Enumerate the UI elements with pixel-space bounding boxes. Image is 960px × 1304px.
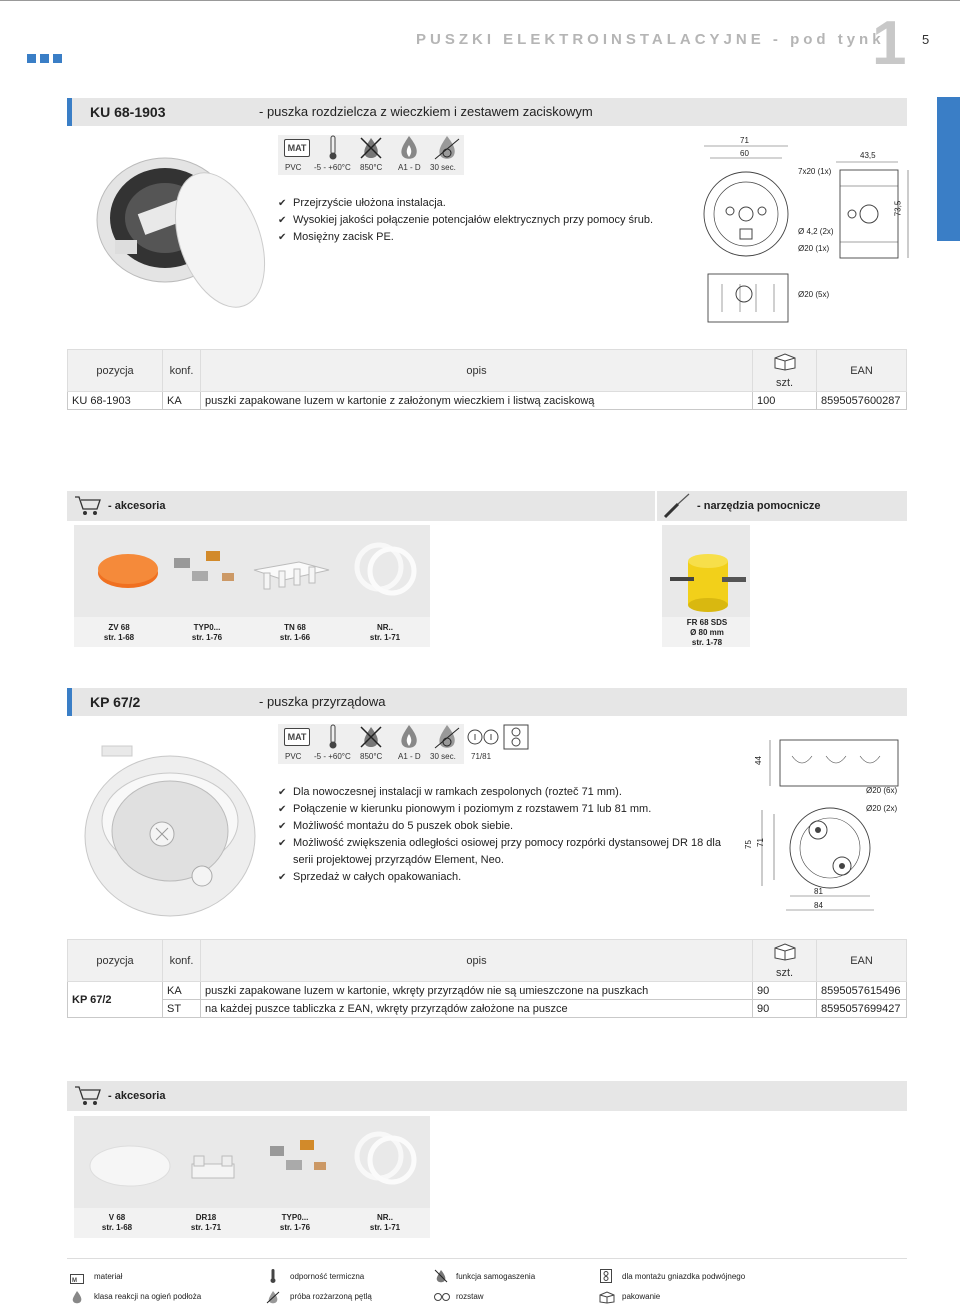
svg-text:M: M — [72, 1278, 77, 1284]
dim-71: 71 — [755, 838, 765, 847]
feature-item: ✔ Mosiężny zacisk PE. — [278, 229, 698, 246]
table-row — [68, 1000, 907, 1018]
feature-list — [278, 784, 728, 886]
dim-75: 75 — [743, 840, 753, 849]
ordering-table — [67, 349, 907, 410]
cell-description: puszki zapakowane luzem w kartonie, wkręty przyrządów nie są umieszczone na puszkach — [201, 982, 753, 1000]
cell-ean: 8595057600287 — [817, 392, 907, 410]
technical-drawing — [740, 730, 910, 915]
technical-drawing — [700, 134, 920, 329]
col-qty: szt. — [753, 376, 817, 392]
hole-4-2: Ø 4,2 (2x) — [798, 227, 834, 236]
cell-qty: 90 — [753, 1000, 817, 1018]
page-title: PUSZKI ELEKTROINSTALACYJNE - pod tynk — [416, 31, 885, 48]
cell-config: ST — [163, 1000, 201, 1018]
accessories-photo — [74, 1116, 430, 1208]
accessory-name: TYP0... — [281, 1213, 309, 1222]
accessory-item[interactable] — [181, 1213, 231, 1233]
product-photo — [95, 150, 270, 320]
cell-ean: 8595057699427 — [817, 1000, 907, 1018]
hole-20-6: Ø20 (6x) — [866, 786, 898, 795]
flame-crossed-icon — [354, 724, 388, 750]
col-description: opis — [201, 350, 753, 392]
accessory-ref: str. 1-71 — [369, 633, 401, 642]
tools-title: - narzędzia pomocnicze — [697, 500, 821, 512]
accessory-item[interactable] — [270, 623, 320, 643]
feature-item: ✔ Połączenie w kierunku pionowym i poziomym z rozstawem 71 lub 81 mm. — [278, 801, 728, 818]
cell-position: KP 67/2 — [68, 982, 163, 1018]
dim-81: 81 — [814, 887, 823, 896]
prop-material: PVC — [285, 752, 302, 761]
tool-item[interactable] — [672, 618, 742, 648]
hole-20-2: Ø20 (2x) — [866, 804, 898, 813]
cart-icon — [74, 1084, 102, 1111]
feature-item: ✔ Przejrzyście ułożona instalacja. — [278, 195, 698, 212]
prop-self-extinguish: 30 sec. — [430, 752, 456, 761]
legend-material: materiał — [94, 1272, 123, 1281]
glow-wire-icon — [430, 724, 464, 750]
accessory-item[interactable] — [182, 623, 232, 643]
box-icon — [753, 350, 817, 376]
accessory-name: NR.. — [377, 1213, 393, 1222]
prop-spacing: 71/81 — [471, 752, 492, 761]
accessory-name: DR18 — [195, 1213, 217, 1222]
product-description: - puszka rozdzielcza z wieczkiem i zestawem zaciskowym — [259, 104, 593, 119]
thermometer-icon — [316, 135, 350, 161]
legend-spacing: rozstaw — [456, 1292, 484, 1301]
table-header — [68, 350, 907, 376]
chapter-tab[interactable] — [937, 97, 960, 241]
glow-wire-icon — [266, 1290, 280, 1302]
cell-qty: 90 — [753, 982, 817, 1000]
prop-glow-wire: 850°C — [360, 163, 383, 172]
flame-icon — [392, 724, 426, 750]
product-code: KU 68-1903 — [90, 104, 166, 120]
thermometer-icon — [316, 724, 350, 750]
cell-description: puszki zapakowane luzem w kartonie z założonym wieczkiem i listwą zaciskową — [201, 392, 753, 410]
legend-thermal: odporność termiczna — [290, 1272, 365, 1281]
double-socket-icon — [600, 1269, 614, 1281]
accessories-bar — [67, 1081, 907, 1111]
ordering-table — [67, 939, 907, 1018]
accessory-item[interactable] — [360, 1213, 410, 1233]
accessory-ref: str. 1-68 — [103, 633, 135, 642]
accessory-ref: str. 1-68 — [101, 1223, 133, 1232]
accessory-name: TYP0... — [193, 623, 221, 632]
table-row — [68, 392, 907, 410]
feature-item: ✔ Wysokiej jakości połączenie potencjałów elektrycznych przy pomocy śrub. — [278, 212, 698, 229]
cell-config: KA — [163, 982, 201, 1000]
dim-43-5: 43,5 — [860, 151, 876, 160]
table-row — [68, 982, 907, 1000]
col-position: pozycja — [68, 350, 163, 392]
legend-packaging: pakowanie — [622, 1292, 661, 1301]
spacing-icon — [466, 724, 500, 750]
col-qty: szt. — [753, 965, 817, 982]
screwdriver-icon — [662, 492, 692, 525]
page-number: 5 — [922, 32, 930, 47]
box-icon — [599, 1290, 613, 1302]
col-description: opis — [201, 940, 753, 982]
cell-config: KA — [163, 392, 201, 410]
col-position: pozycja — [68, 940, 163, 982]
legend-reaction-class: klasa reakcji na ogień podłoża — [94, 1292, 202, 1301]
accessory-name: TN 68 — [284, 623, 306, 632]
accent-stripe — [67, 688, 72, 716]
cell-description: na każdej puszce tabliczka z EAN, wkręty przyrządów założone na puszce — [201, 1000, 753, 1018]
tool-ref: str. 1-78 — [691, 638, 723, 647]
dim-73-5: 73,5 — [893, 200, 903, 217]
tool-photo — [662, 525, 750, 617]
feature-item: ✔ Możliwość zwiększenia odległości osiowej przy pomocy rozpórki dystansowej DR 18 dla serii projektowej przyrządów Element, Neo. — [278, 835, 728, 869]
dim-60: 60 — [740, 149, 749, 158]
legend-double-socket: dla montażu gniazdka podwójnego — [622, 1272, 746, 1281]
accessory-ref: str. 1-71 — [369, 1223, 401, 1232]
flame-crossed-icon — [434, 1269, 448, 1281]
accent-stripe — [67, 98, 72, 126]
header-rule — [0, 0, 960, 1]
accessory-name: NR.. — [377, 623, 393, 632]
cell-qty: 100 — [753, 392, 817, 410]
chapter-number: 1 — [872, 9, 907, 78]
col-ean: EAN — [817, 940, 907, 982]
thermometer-icon — [270, 1269, 284, 1281]
flame-crossed-icon — [354, 135, 388, 161]
col-config: konf. — [163, 940, 201, 982]
cell-position: KU 68-1903 — [68, 392, 163, 410]
box-icon — [753, 940, 817, 965]
accessory-ref: str. 1-76 — [279, 1223, 311, 1232]
accessory-ref: str. 1-66 — [279, 633, 311, 642]
accessories-title: - akcesoria — [108, 1090, 166, 1102]
tool-size: Ø 80 mm — [690, 628, 724, 637]
prop-reaction-class: A1 - D — [398, 752, 421, 761]
accessory-item[interactable] — [270, 1213, 320, 1233]
hole-20-5: Ø20 (5x) — [798, 290, 830, 299]
prop-temperature: -5 - +60°C — [314, 163, 351, 172]
flame-icon — [70, 1290, 84, 1302]
header-square — [53, 54, 62, 63]
accessory-ref: str. 1-76 — [191, 633, 223, 642]
accessory-item[interactable] — [92, 1213, 142, 1233]
product-description: - puszka przyrządowa — [259, 694, 386, 709]
cell-ean: 8595057615496 — [817, 982, 907, 1000]
accessories-photo — [74, 525, 430, 617]
dim-71: 71 — [740, 136, 749, 145]
table-header — [68, 940, 907, 965]
tool-name: FR 68 SDS — [686, 618, 728, 627]
product-header-bar — [67, 98, 907, 126]
accessory-ref: str. 1-71 — [190, 1223, 222, 1232]
product-code: KP 67/2 — [90, 694, 141, 710]
feature-item: ✔ Dla nowoczesnej instalacji w ramkach zespolonych (rozteč 71 mm). — [278, 784, 728, 801]
feature-list — [278, 195, 698, 246]
flame-icon — [392, 135, 426, 161]
legend-self-extinguish: funkcja samogaszenia — [456, 1272, 536, 1281]
dim-84: 84 — [814, 901, 823, 910]
prop-reaction-class: A1 - D — [398, 163, 421, 172]
col-config: konf. — [163, 350, 201, 392]
glow-wire-icon — [430, 135, 464, 161]
accessories-title: - akcesoria — [108, 500, 166, 512]
legend-glow-wire: próba rozżarzoną pętlą — [290, 1292, 372, 1301]
material-icon — [280, 724, 314, 750]
property-strip — [278, 724, 533, 766]
cart-icon — [74, 494, 102, 521]
accessory-name: ZV 68 — [108, 623, 130, 632]
property-strip — [278, 135, 464, 177]
col-ean: EAN — [817, 350, 907, 392]
dim-44: 44 — [753, 756, 763, 765]
accessory-name: V 68 — [108, 1213, 126, 1222]
legend-divider — [67, 1258, 907, 1259]
spacing-icon — [434, 1290, 448, 1302]
header-square — [40, 54, 49, 63]
hole-20: Ø20 (1x) — [798, 244, 830, 253]
prop-self-extinguish: 30 sec. — [430, 163, 456, 172]
product-header-bar — [67, 688, 907, 716]
material-icon — [70, 1271, 84, 1283]
accessory-item[interactable] — [360, 623, 410, 643]
header-square — [27, 54, 36, 63]
prop-material: PVC — [285, 163, 302, 172]
feature-item: ✔ Sprzedaż w całych opakowaniach. — [278, 869, 728, 886]
hole-7x20: 7x20 (1x) — [798, 167, 832, 176]
double-socket-icon — [502, 724, 530, 750]
feature-item: ✔ Możliwość montażu do 5 puszek obok siebie. — [278, 818, 728, 835]
product-photo — [72, 726, 267, 931]
mat-label: MAT — [284, 728, 310, 746]
prop-glow-wire: 850°C — [360, 752, 383, 761]
mat-label: MAT — [284, 139, 310, 157]
prop-temperature: -5 - +60°C — [314, 752, 351, 761]
material-icon — [280, 135, 314, 161]
accessory-item[interactable] — [94, 623, 144, 643]
